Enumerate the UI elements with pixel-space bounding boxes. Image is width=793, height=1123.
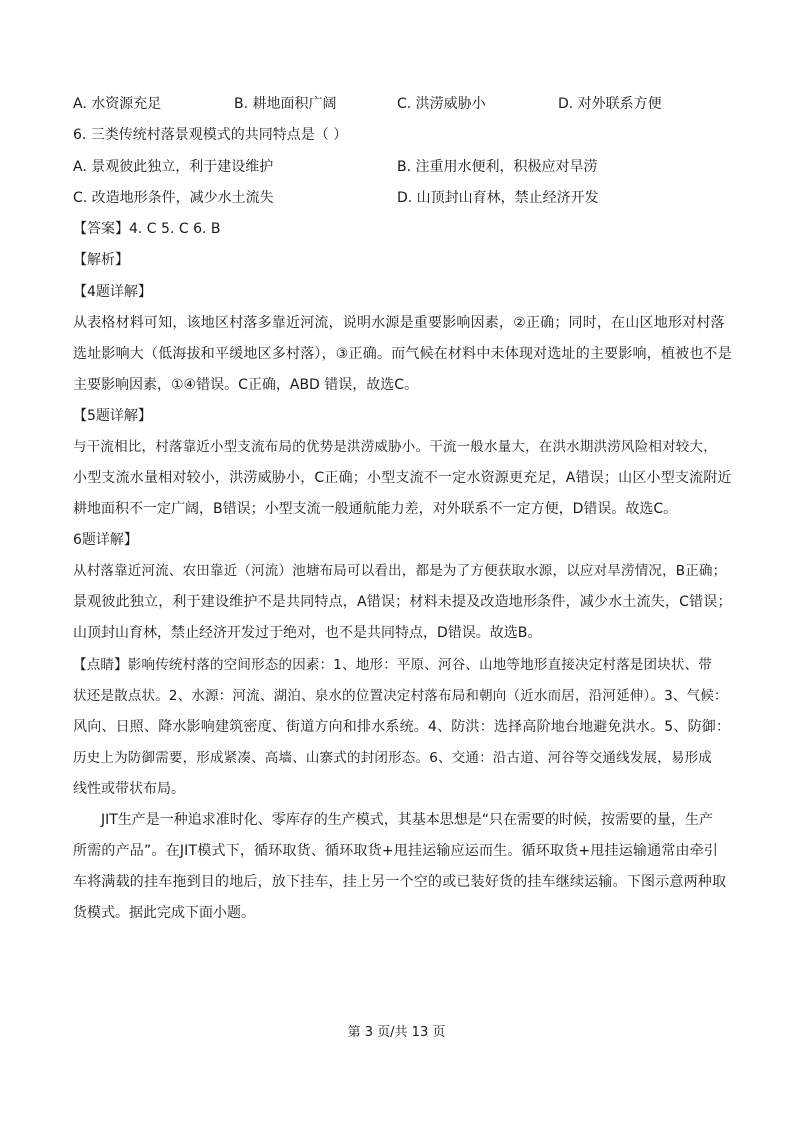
detail4-line-1: 从表格材料可知，该地区村落多靠近河流，说明水源是重要影响因素，②正确；同时，在山区地形对村落 <box>73 315 725 331</box>
jit-line-3: 车将满载的挂车拖到目的地后，放下挂车，挂上另一个空的或已装好货的挂车继续运输。下图示意两种取 <box>73 874 727 890</box>
detail6-line-1: 从村落靠近河流、农田靠近（河流）池塘布局可以看出，都是为了方便获取水源，以应对旱涝情况，B正确； <box>73 563 727 579</box>
detail4-heading: 【4题详解】 <box>73 284 152 300</box>
detail5-heading: 【5题详解】 <box>73 408 152 424</box>
detail6-line-3: 山顶封山育林，禁止经济开发过于绝对，也不是共同特点，D错误。故选B。 <box>73 625 542 641</box>
detail5-line-1: 与干流相比，村落靠近小型支流布局的优势是洪涝威胁小。干流一般水量大，在洪水期洪涝风险相对较大， <box>73 439 717 455</box>
jit-line-1: JIT生产是一种追求准时化、零库存的生产模式，其基本思想是“只在需要的时候，按需要的量，生产 <box>101 812 714 828</box>
q5-option-c: C. 洪涝威胁小 <box>397 96 486 112</box>
detail5-line-2: 小型支流水量相对较小，洪涝威胁小，C正确；小型支流不一定水资源更充足，A错误；山区小型支流附近 <box>73 470 732 486</box>
dianjing-line-5: 线性或带状布局。 <box>73 781 185 797</box>
detail4-line-3: 主要影响因素，①④错误。C正确，ABD 错误，故选C。 <box>73 377 419 393</box>
q6-option-a: A. 景观彼此独立，利于建设维护 <box>73 159 274 175</box>
jit-line-2: 所需的产品”。在JIT模式下，循环取货、循环取货+甩挂运输应运而生。循环取货+甩挂运输通常由牵引 <box>73 843 719 859</box>
dianjing-line-1: 【点睛】影响传统村落的空间形态的因素：1、地形：平原、河谷、山地等地形直接决定村落是团块状、带 <box>73 657 712 673</box>
dianjing-line-2: 状还是散点状。2、水源：河流、湖泊、泉水的位置决定村落布局和朝向（近水而居，沿河延伸）。3、气候： <box>73 688 728 704</box>
q5-option-b: B. 耕地面积广阔 <box>234 96 337 112</box>
detail6-heading: 6题详解】 <box>73 532 138 548</box>
detail6-line-2: 景观彼此独立，利于建设维护不是共同特点，A错误；材料未提及改造地形条件，减少水土流失，C错误； <box>73 594 732 610</box>
q5-option-a: A. 水资源充足 <box>73 96 162 112</box>
jit-line-4: 货模式。据此完成下面小题。 <box>73 905 255 921</box>
detail5-line-3: 耕地面积不一定广阔，B错误；小型支流一般通航能力差，对外联系不一定方便，D错误。故选C。 <box>73 501 678 517</box>
dianjing-line-4: 历史上为防御需要，形成紧凑、高墙、山寨式的封闭形态。6、交通：沿古道、河谷等交通线发展，易形成 <box>73 750 712 766</box>
q6-option-d: D. 山顶封山育林，禁止经济开发 <box>397 190 599 206</box>
answer-line: 【答案】4. C 5. C 6. B <box>73 221 221 237</box>
page-number: 第 3 页/共 13 页 <box>347 1025 446 1040</box>
dianjing-line-3: 风向、日照、降水影响建筑密度、街道方向和排水系统。4、防洪：选择高阶地台地避免洪水。5、防御： <box>73 719 731 735</box>
q6-option-c: C. 改造地形条件，减少水土流失 <box>73 190 274 206</box>
q5-option-d: D. 对外联系方便 <box>558 96 662 112</box>
q6-option-b: B. 注重用水便利，积极应对旱涝 <box>397 159 598 175</box>
analysis-label: 【解析】 <box>73 252 129 268</box>
detail4-line-2: 选址影响大（低海拔和平缓地区多村落），③正确。而气候在材料中未体现对选址的主要影响，植被也不是 <box>73 346 732 362</box>
q6-stem: 6. 三类传统村落景观模式的共同特点是（ ） <box>73 127 348 143</box>
